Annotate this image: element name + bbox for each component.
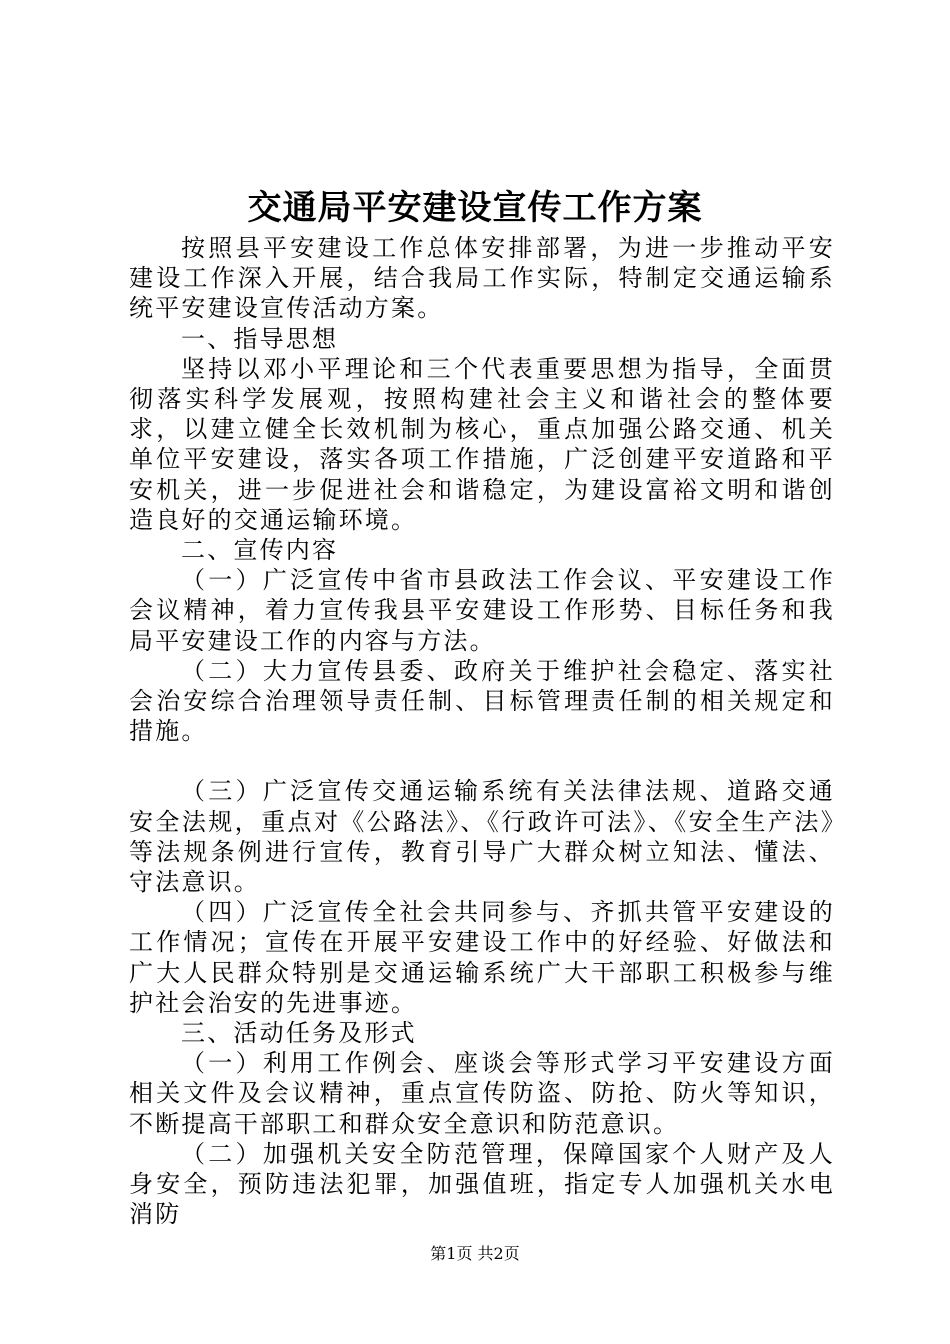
paragraph-content-item-2: （二）大力宣传县委、政府关于维护社会稳定、落实社会治安综合治理领导责任制、目标管理责任制的相关规定和措施。 bbox=[129, 656, 835, 746]
section-heading-guiding-ideology: 一、指导思想 bbox=[181, 324, 339, 353]
section-heading-publicity-content: 二、宣传内容 bbox=[181, 536, 339, 565]
document-body bbox=[129, 233, 835, 1230]
paragraph-activity-item-1: （一）利用工作例会、座谈会等形式学习平安建设方面相关文件及会议精神，重点宣传防盗、防抢、防火等知识，不断提高干部职工和群众安全意识和防范意识。 bbox=[129, 1049, 835, 1138]
document-title: 交通局平安建设宣传工作方案 bbox=[247, 188, 703, 228]
paragraph-content-item-4: （四）广泛宣传全社会共同参与、齐抓共管平安建设的工作情况；宣传在开展平安建设工作中的好经验、好做法和广大人民群众特别是交通运输系统广大干部职工积极参与维护社会治安的先进事迹。 bbox=[129, 898, 835, 1017]
paragraph-content-item-3: （三）广泛宣传交通运输系统有关法律法规、道路交通安全法规，重点对《公路法》、《行政许可法》、《安全生产法》等法规条例进行宣传，教育引导广大群众树立知法、懂法、守法意识。 bbox=[129, 777, 835, 897]
section-heading-activities: 三、活动任务及形式 bbox=[181, 1019, 417, 1048]
paragraph-intro: 按照县平安建设工作总体安排部署，为进一步推动平安建设工作深入开展，结合我局工作实际，特制定交通运输系统平安建设宣传活动方案。 bbox=[129, 234, 835, 323]
page-number-footer: 第1页 共2页 bbox=[430, 1244, 520, 1263]
paragraph-activity-item-2: （二）加强机关安全防范管理，保障国家个人财产及人身安全，预防违法犯罪，加强值班，指定专人加强机关水电消防 bbox=[129, 1139, 835, 1229]
paragraph-content-item-1: （一）广泛宣传中省市县政法工作会议、平安建设工作会议精神，着力宣传我县平安建设工作形势、目标任务和我局平安建设工作的内容与方法。 bbox=[129, 566, 835, 655]
paragraph-spacer bbox=[129, 746, 835, 776]
paragraph-guiding-ideology: 坚持以邓小平理论和三个代表重要思想为指导，全面贯彻落实科学发展观，按照构建社会主义和谐社会的整体要求，以建立健全长效机制为核心，重点加强公路交通、机关单位平安建设，落实各项工作措施，广泛创建平安道路和平安机关，进一步促进社会和谐稳定，为建设富裕文明和谐创造良好的交通运输环境。 bbox=[129, 354, 835, 534]
